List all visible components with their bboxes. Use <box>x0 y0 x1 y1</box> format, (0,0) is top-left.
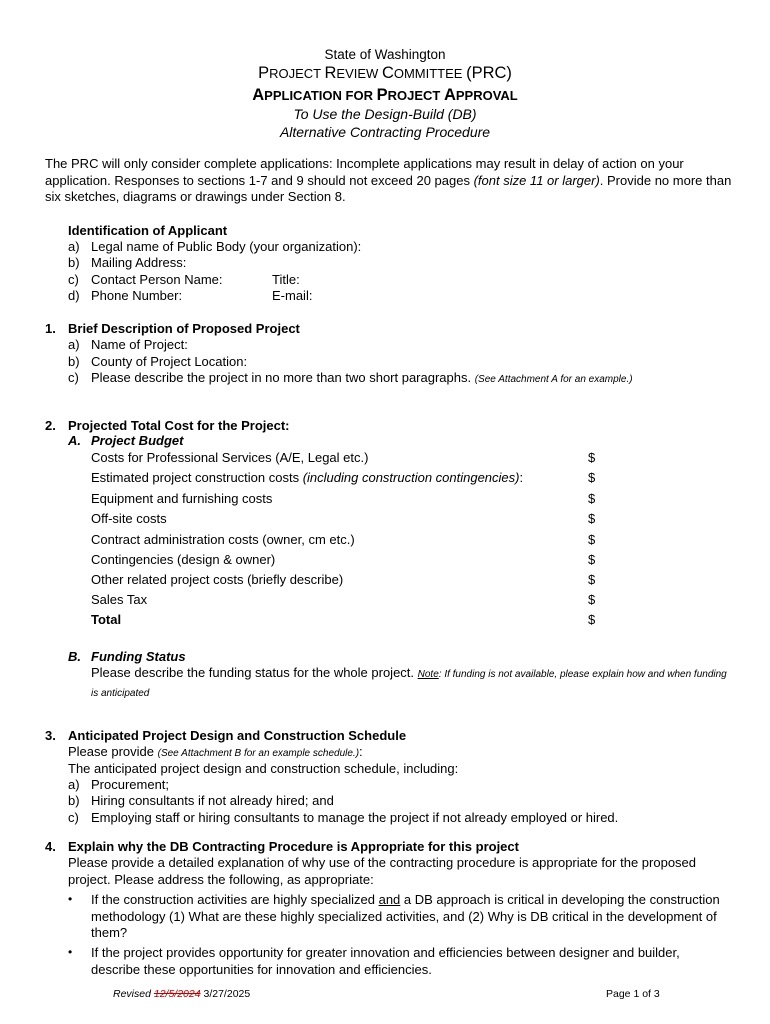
item-letter: b) <box>68 255 80 270</box>
phone-number-label: Phone Number: <box>91 288 183 303</box>
budget-row-label: Other related project costs (briefly describe) <box>91 572 344 587</box>
section-number: 2. <box>45 418 56 433</box>
item-letter: a) <box>68 239 80 254</box>
section1-heading: Brief Description of Proposed Project <box>68 321 300 336</box>
budget-row-label: Estimated project construction costs (including construction contingencies): <box>91 470 524 485</box>
section2-heading: Projected Total Cost for the Project: <box>68 418 290 433</box>
project-budget-heading: Project Budget <box>91 433 184 448</box>
subtitle-2: Alternative Contracting Procedure <box>279 124 491 140</box>
budget-row-label: Off-site costs <box>91 511 167 526</box>
funding-status-heading: Funding Status <box>91 649 186 664</box>
item-letter: a) <box>68 777 80 792</box>
schedule-intro: The anticipated project design and construction schedule, including: <box>68 761 459 776</box>
budget-dollar: $ <box>588 572 596 587</box>
budget-dollar: $ <box>588 470 596 485</box>
schedule-item: Employing staff or hiring consultants to manage the project if not already employed or hired. <box>91 810 619 825</box>
project-description-label: Please describe the project in no more than two short paragraphs. (See Attachment A for an example.) <box>91 370 633 385</box>
budget-dollar: $ <box>588 612 596 627</box>
item-letter: b) <box>68 793 80 808</box>
item-letter: c) <box>68 370 79 385</box>
budget-dollar: $ <box>588 552 596 567</box>
schedule-item: Procurement; <box>91 777 170 792</box>
budget-dollar: $ <box>588 532 596 547</box>
state-heading: State of Washington <box>324 47 446 62</box>
section4-heading: Explain why the DB Contracting Procedure is Appropriate for this project <box>68 839 519 854</box>
bullet-icon: • <box>68 892 73 906</box>
intro-paragraph: The PRC will only consider complete applications: Incomplete applications may result in delay of action on your application. Responses to sections 1-7 and 9 should not exceed 20 pages (font size 11 or larger). Provide no more than six sketches, diagrams or drawings under Section 8. <box>45 156 732 204</box>
item-letter: d) <box>68 288 80 303</box>
budget-dollar: $ <box>588 450 596 465</box>
project-name-label: Name of Project: <box>91 337 188 352</box>
budget-dollar: $ <box>588 511 596 526</box>
funding-status-text: Please describe the funding status for the whole project. Note: If funding is not available, please explain how and when funding is anticipated <box>91 665 727 699</box>
item-letter: c) <box>68 810 79 825</box>
subsection-letter: A. <box>68 433 81 448</box>
budget-row-label: Equipment and furnishing costs <box>91 491 273 506</box>
budget-total-label: Total <box>91 612 122 627</box>
budget-row-label: Costs for Professional Services (A/E, Legal etc.) <box>91 450 369 465</box>
committee-title: PROJECT REVIEW COMMITTEE (PRC) <box>258 64 512 82</box>
email-label: E-mail: <box>272 288 313 303</box>
county-label: County of Project Location: <box>91 354 248 369</box>
section3-heading: Anticipated Project Design and Construction Schedule <box>68 728 407 743</box>
schedule-provide-line: Please provide (See Attachment B for an example schedule.): <box>68 744 363 759</box>
bullet-item: If the project provides opportunity for greater innovation and efficiencies between designer and builder, describe these opportunities for innovation and efficiencies. <box>91 945 680 977</box>
contact-person-label: Contact Person Name: <box>91 272 223 287</box>
budget-dollar: $ <box>588 491 596 506</box>
bullet-item: If the construction activities are highly specialized and a DB approach is critical in developing the construction methodology (1) What are these highly specialized activities, and (2) Why is DB critical in the development of them? <box>91 892 720 940</box>
budget-dollar: $ <box>588 592 596 607</box>
identification-heading: Identification of Applicant <box>68 223 228 238</box>
revision-note: Revised 12/5/2024 3/27/2025 <box>113 988 251 1000</box>
section-number: 4. <box>45 839 56 854</box>
page-number: Page 1 of 3 <box>606 988 660 1000</box>
mailing-address-label: Mailing Address: <box>91 255 187 270</box>
bullet-icon: • <box>68 945 73 959</box>
budget-row-label: Contingencies (design & owner) <box>91 552 276 567</box>
item-letter: a) <box>68 337 80 352</box>
schedule-item: Hiring consultants if not already hired; and <box>91 793 334 808</box>
legal-name-label: Legal name of Public Body (your organization): <box>91 239 362 254</box>
section-number: 3. <box>45 728 56 743</box>
application-title: APPLICATION FOR PROJECT APPROVAL <box>252 86 518 104</box>
item-letter: c) <box>68 272 79 287</box>
subsection-letter: B. <box>68 649 81 664</box>
budget-row-label: Contract administration costs (owner, cm etc.) <box>91 532 355 547</box>
budget-row-label: Sales Tax <box>91 592 148 607</box>
item-letter: b) <box>68 354 80 369</box>
section4-intro: Please provide a detailed explanation of why use of the contracting procedure is appropriate for the proposed project. Please address the following, as appropriate: <box>68 855 697 887</box>
section-number: 1. <box>45 321 56 336</box>
subtitle-1: To Use the Design-Build (DB) <box>293 106 477 122</box>
title-label: Title: <box>272 272 300 287</box>
